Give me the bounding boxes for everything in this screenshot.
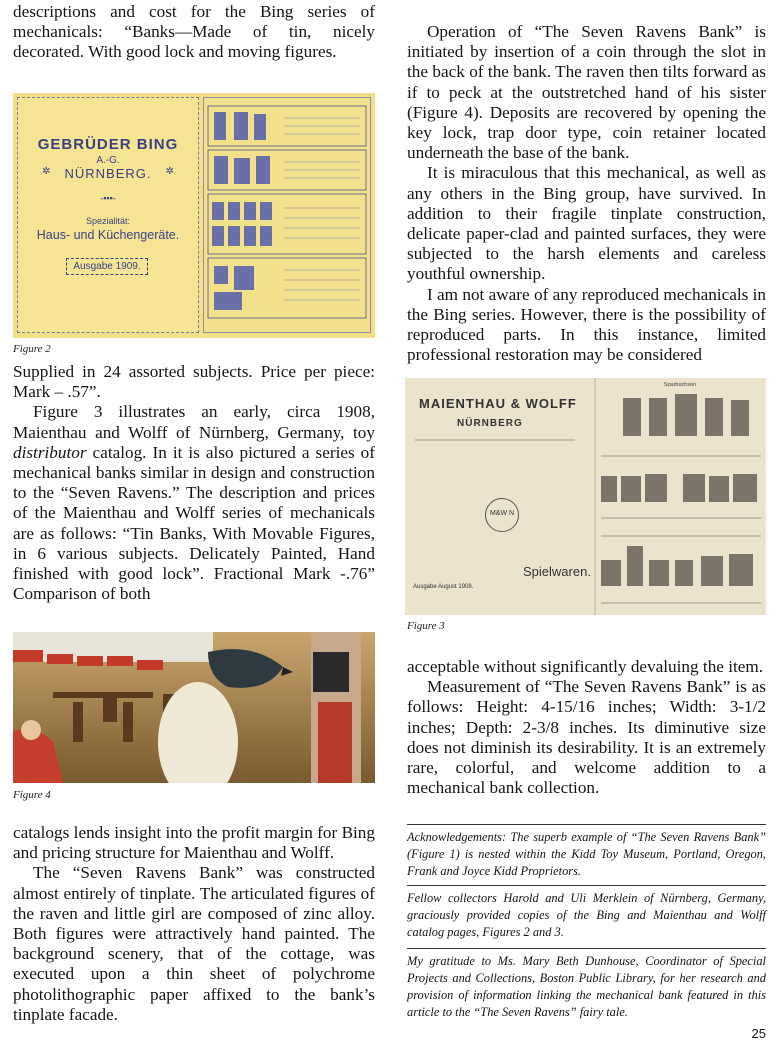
mw-department: Spielwaren.: [523, 564, 591, 579]
acknowledgement-kidd-museum: Acknowledgements: The superb example of “The Seven Ravens Bank” (Figure 1) is nested within the Kidd Toy Museum, Portland, Oregon, Frank and Joyce Kidd Proprietors.: [407, 824, 766, 880]
paragraph-survival: It is miraculous that this mechanical, as well as any others in the Bing group, have survived. In addition to their fragile tinplate construction, delicate paper-clad and painted surfaces, they were subjected to the harsh elements and careless youthful ownership.: [407, 163, 766, 284]
star-ornament-icon: ✲: [42, 166, 51, 177]
emphasis-distributor: distributor: [13, 442, 87, 462]
mw-page-header: Sparbüchsen: [663, 382, 697, 388]
mw-logo: M&W N: [485, 498, 519, 532]
figure-4-caption: Figure 4: [13, 789, 51, 801]
page-number: 25: [751, 1026, 766, 1041]
right-column-top: [407, 22, 766, 365]
acknowledgement-merklein: Fellow collectors Harold and Uli Merklein of Nürnberg, Germany, graciously provided copies of the Bing and Maienthau and Wolff catalog pages, Figures 2 and 3.: [407, 885, 766, 941]
figure-4-raven-bank-detail: [13, 632, 375, 783]
paragraph-operation: Operation of “The Seven Ravens Bank” is initiated by insertion of a coin through the slot in the back of the bank. The raven then tilts forward as if to peck at the outstretched hand of his sister (Figure 4). Deposits are recovered by opening the key lock, trap door type, coin retainer located underneath the base of the bank.: [407, 22, 766, 163]
bing-catalog-bank-page: [203, 97, 371, 333]
mw-edition: Ausgabe August 1908.: [413, 584, 474, 590]
paragraph-bing-description: descriptions and cost for the Bing series of mechanicals: “Banks—Made of tin, nicely decorated. With good lock and moving figures.: [13, 2, 375, 62]
raven-and-girl-illustration: [13, 632, 375, 783]
right-column-bottom: [407, 657, 766, 798]
bing-edition: Ausgabe 1909.: [66, 258, 148, 275]
paragraph-reproduction: I am not aware of any reproduced mechanicals in the Bing series. However, there is the possibility of reproduced parts. In this instance, limited professional restoration may be considered: [407, 284, 766, 365]
mw-company-name: MAIENTHAU & WOLFF: [419, 396, 577, 411]
left-column-middle: [13, 362, 375, 604]
paragraph-construction: The “Seven Ravens Bank” was constructed almost entirely of tinplate. The articulated figures of the raven and little girl are composed of zinc alloy. Both figures were attractively hand painted. The background scenery, that of the cottage, was executed upon a thin sheet of polychrome photolithographic paper affixed to the bank’s tinplate facade.: [13, 863, 375, 1024]
paragraph-figure-3: [13, 402, 375, 604]
bing-catalog-cover: [17, 97, 199, 333]
figure-2-caption: Figure 2: [13, 343, 51, 355]
acknowledgement-dunhouse: My gratitude to Ms. Mary Beth Dunhouse, Coordinator of Special Projects and Collections, Boston Public Library, for her research and provision of information linking the mechanical bank featured in this article to the “The Seven Ravens” fairy tale.: [407, 948, 766, 1021]
mw-city: NÜRNBERG: [457, 418, 523, 429]
paragraph-text: Figure 3 illustrates an early, circa 1908, Maienthau and Wolff of Nürnberg, Germany, toy: [13, 402, 375, 442]
paragraph-text: catalog. In it is also pictured a series of mechanical banks similar in design and construction to the “Seven Ravens.” The description and prices of the Maienthau and Wolff series of mechanicals are as follows: “Tin Banks, With Movable Figures, in 6 various subjects. Delicately Painted, Hand finished with good lock”. Fractional Mark -.76” Comparison of both: [13, 442, 375, 604]
bing-specialty-label: Spezialität:: [85, 216, 131, 226]
bing-ag: A.-G.: [96, 155, 120, 166]
figure-3-maienthau-wolff-catalog: [405, 378, 766, 615]
paragraph-restoration: acceptable without significantly devaluing the item.: [407, 657, 764, 676]
bing-city: NÜRNBERG.: [64, 166, 152, 181]
left-column-top: [13, 2, 375, 63]
figure-3-caption: Figure 3: [407, 620, 445, 632]
bing-specialty: Haus- und Küchengeräte.: [36, 228, 180, 242]
left-column-bottom: [13, 823, 375, 1025]
ornament-icon: -▪▪▪-: [100, 193, 116, 203]
figure-2-bing-catalog: [13, 93, 375, 338]
mw-bank-illustrations: [405, 378, 766, 615]
paragraph-measurement: Measurement of “The Seven Ravens Bank” is as follows: Height: 4-15/16 inches; Width: 3-1/2 inches; Depth: 2-3/8 inches. Its diminutive size does not diminish its desirability. It is an extremely rare, colorful, and welcome addition to a mechanical bank collection.: [407, 677, 766, 798]
star-ornament-icon: ✲: [165, 166, 174, 177]
bing-company-name: GEBRÜDER BING: [37, 136, 179, 153]
paragraph-price: Supplied in 24 assorted subjects. Price per piece: Mark – .57”.: [13, 362, 375, 402]
paragraph-catalog-comparison: catalogs lends insight into the profit margin for Bing and pricing structure for Maienthau and Wolff.: [13, 823, 375, 863]
bing-bank-illustrations: [204, 98, 370, 332]
